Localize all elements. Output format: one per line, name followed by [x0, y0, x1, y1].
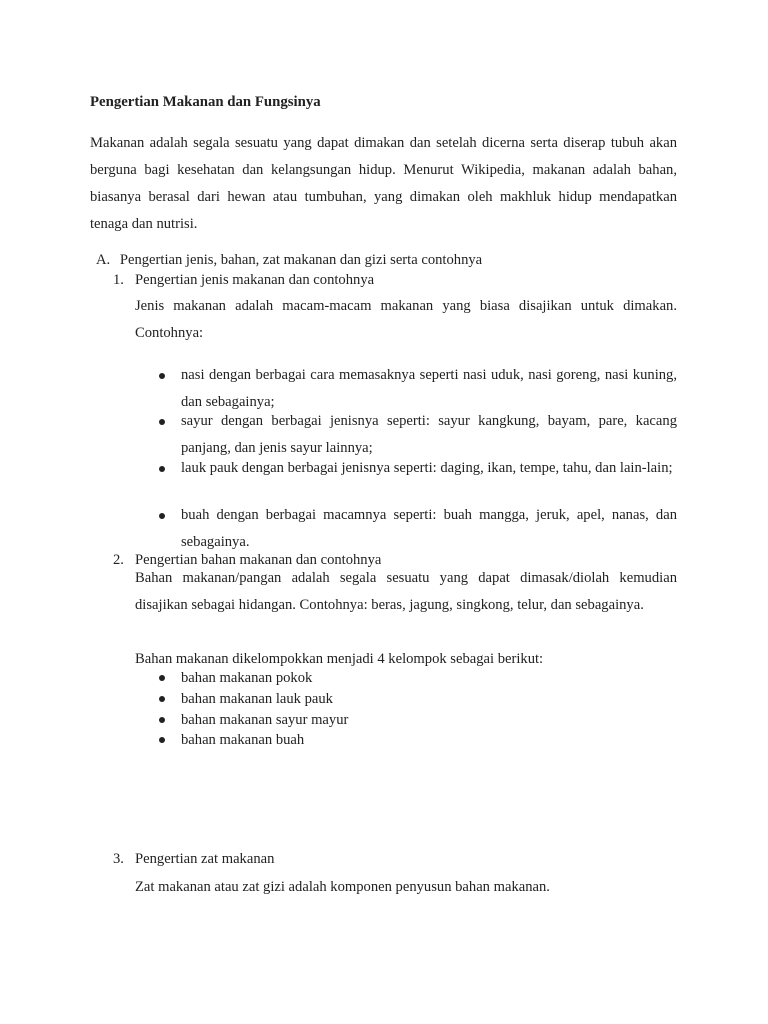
item-2-group-intro: Bahan makanan dikelompokkan menjadi 4 kelompok sebagai berikut: — [135, 651, 544, 667]
item-1-bullet: nasi dengan berbagai cara memasaknya seperti nasi uduk, nasi goreng, nasi kuning, dan sebagainya; — [181, 367, 677, 410]
bullet-icon — [159, 466, 165, 472]
document-title: Pengertian Makanan dan Fungsinya — [90, 94, 321, 110]
item-2-bullet: bahan makanan buah — [181, 732, 305, 748]
bullet-icon — [159, 675, 165, 681]
item-3-body: Zat makanan atau zat gizi adalah komponen penyusun bahan makanan. — [135, 879, 550, 895]
item-2-heading: Pengertian bahan makanan dan contohnya — [135, 552, 382, 568]
item-2-body: Bahan makanan/pangan adalah segala sesuatu yang dapat dimasak/diolah kemudian disajikan sebagai hidangan. Contohnya: beras, jagung, singkong, telur, dan sebagainya. — [135, 570, 677, 613]
item-1-bullet: lauk pauk dengan berbagai jenisnya seperti: daging, ikan, tempe, tahu, dan lain-lain; — [181, 460, 673, 476]
bullet-icon — [159, 419, 165, 425]
bullet-icon — [159, 717, 165, 723]
bullet-icon — [159, 513, 165, 519]
bullet-icon — [159, 737, 165, 743]
intro-paragraph: Makanan adalah segala sesuatu yang dapat dimakan dan setelah dicerna serta diserap tubuh akan berguna bagi kesehatan dan kelangsungan hidup. Menurut Wikipedia, makanan adalah bahan, biasanya berasal dari hewan atau tumbuhan, yang dimakan oleh makhluk hidup mendapatkan tenaga dan nutrisi. — [90, 135, 677, 232]
item-2-bullet: bahan makanan sayur mayur — [181, 712, 349, 728]
item-2-marker: 2. — [113, 552, 124, 568]
item-2-bullet: bahan makanan pokok — [181, 670, 313, 686]
bullet-icon — [159, 373, 165, 379]
item-3-marker: 3. — [113, 851, 124, 867]
item-1-body: Jenis makanan adalah macam-macam makanan yang biasa disajikan untuk dimakan. Contohnya: — [135, 298, 677, 341]
item-1-bullet: buah dengan berbagai macamnya seperti: buah mangga, jeruk, apel, nanas, dan sebagainya. — [181, 507, 677, 550]
section-a-marker: A. — [96, 252, 111, 268]
section-a-heading — [96, 252, 482, 269]
section-a-title: Pengertian jenis, bahan, zat makanan dan gizi serta contohnya — [119, 252, 483, 268]
item-2-bullet: bahan makanan lauk pauk — [181, 691, 333, 707]
item-3-heading: Pengertian zat makanan — [135, 851, 275, 867]
bullet-icon — [159, 696, 165, 702]
item-1-bullet: sayur dengan berbagai jenisnya seperti: sayur kangkung, bayam, pare, kacang panjang, dan jenis sayur lainnya; — [181, 413, 677, 456]
item-1-marker: 1. — [113, 272, 124, 288]
item-1-heading: Pengertian jenis makanan dan contohnya — [135, 272, 375, 288]
